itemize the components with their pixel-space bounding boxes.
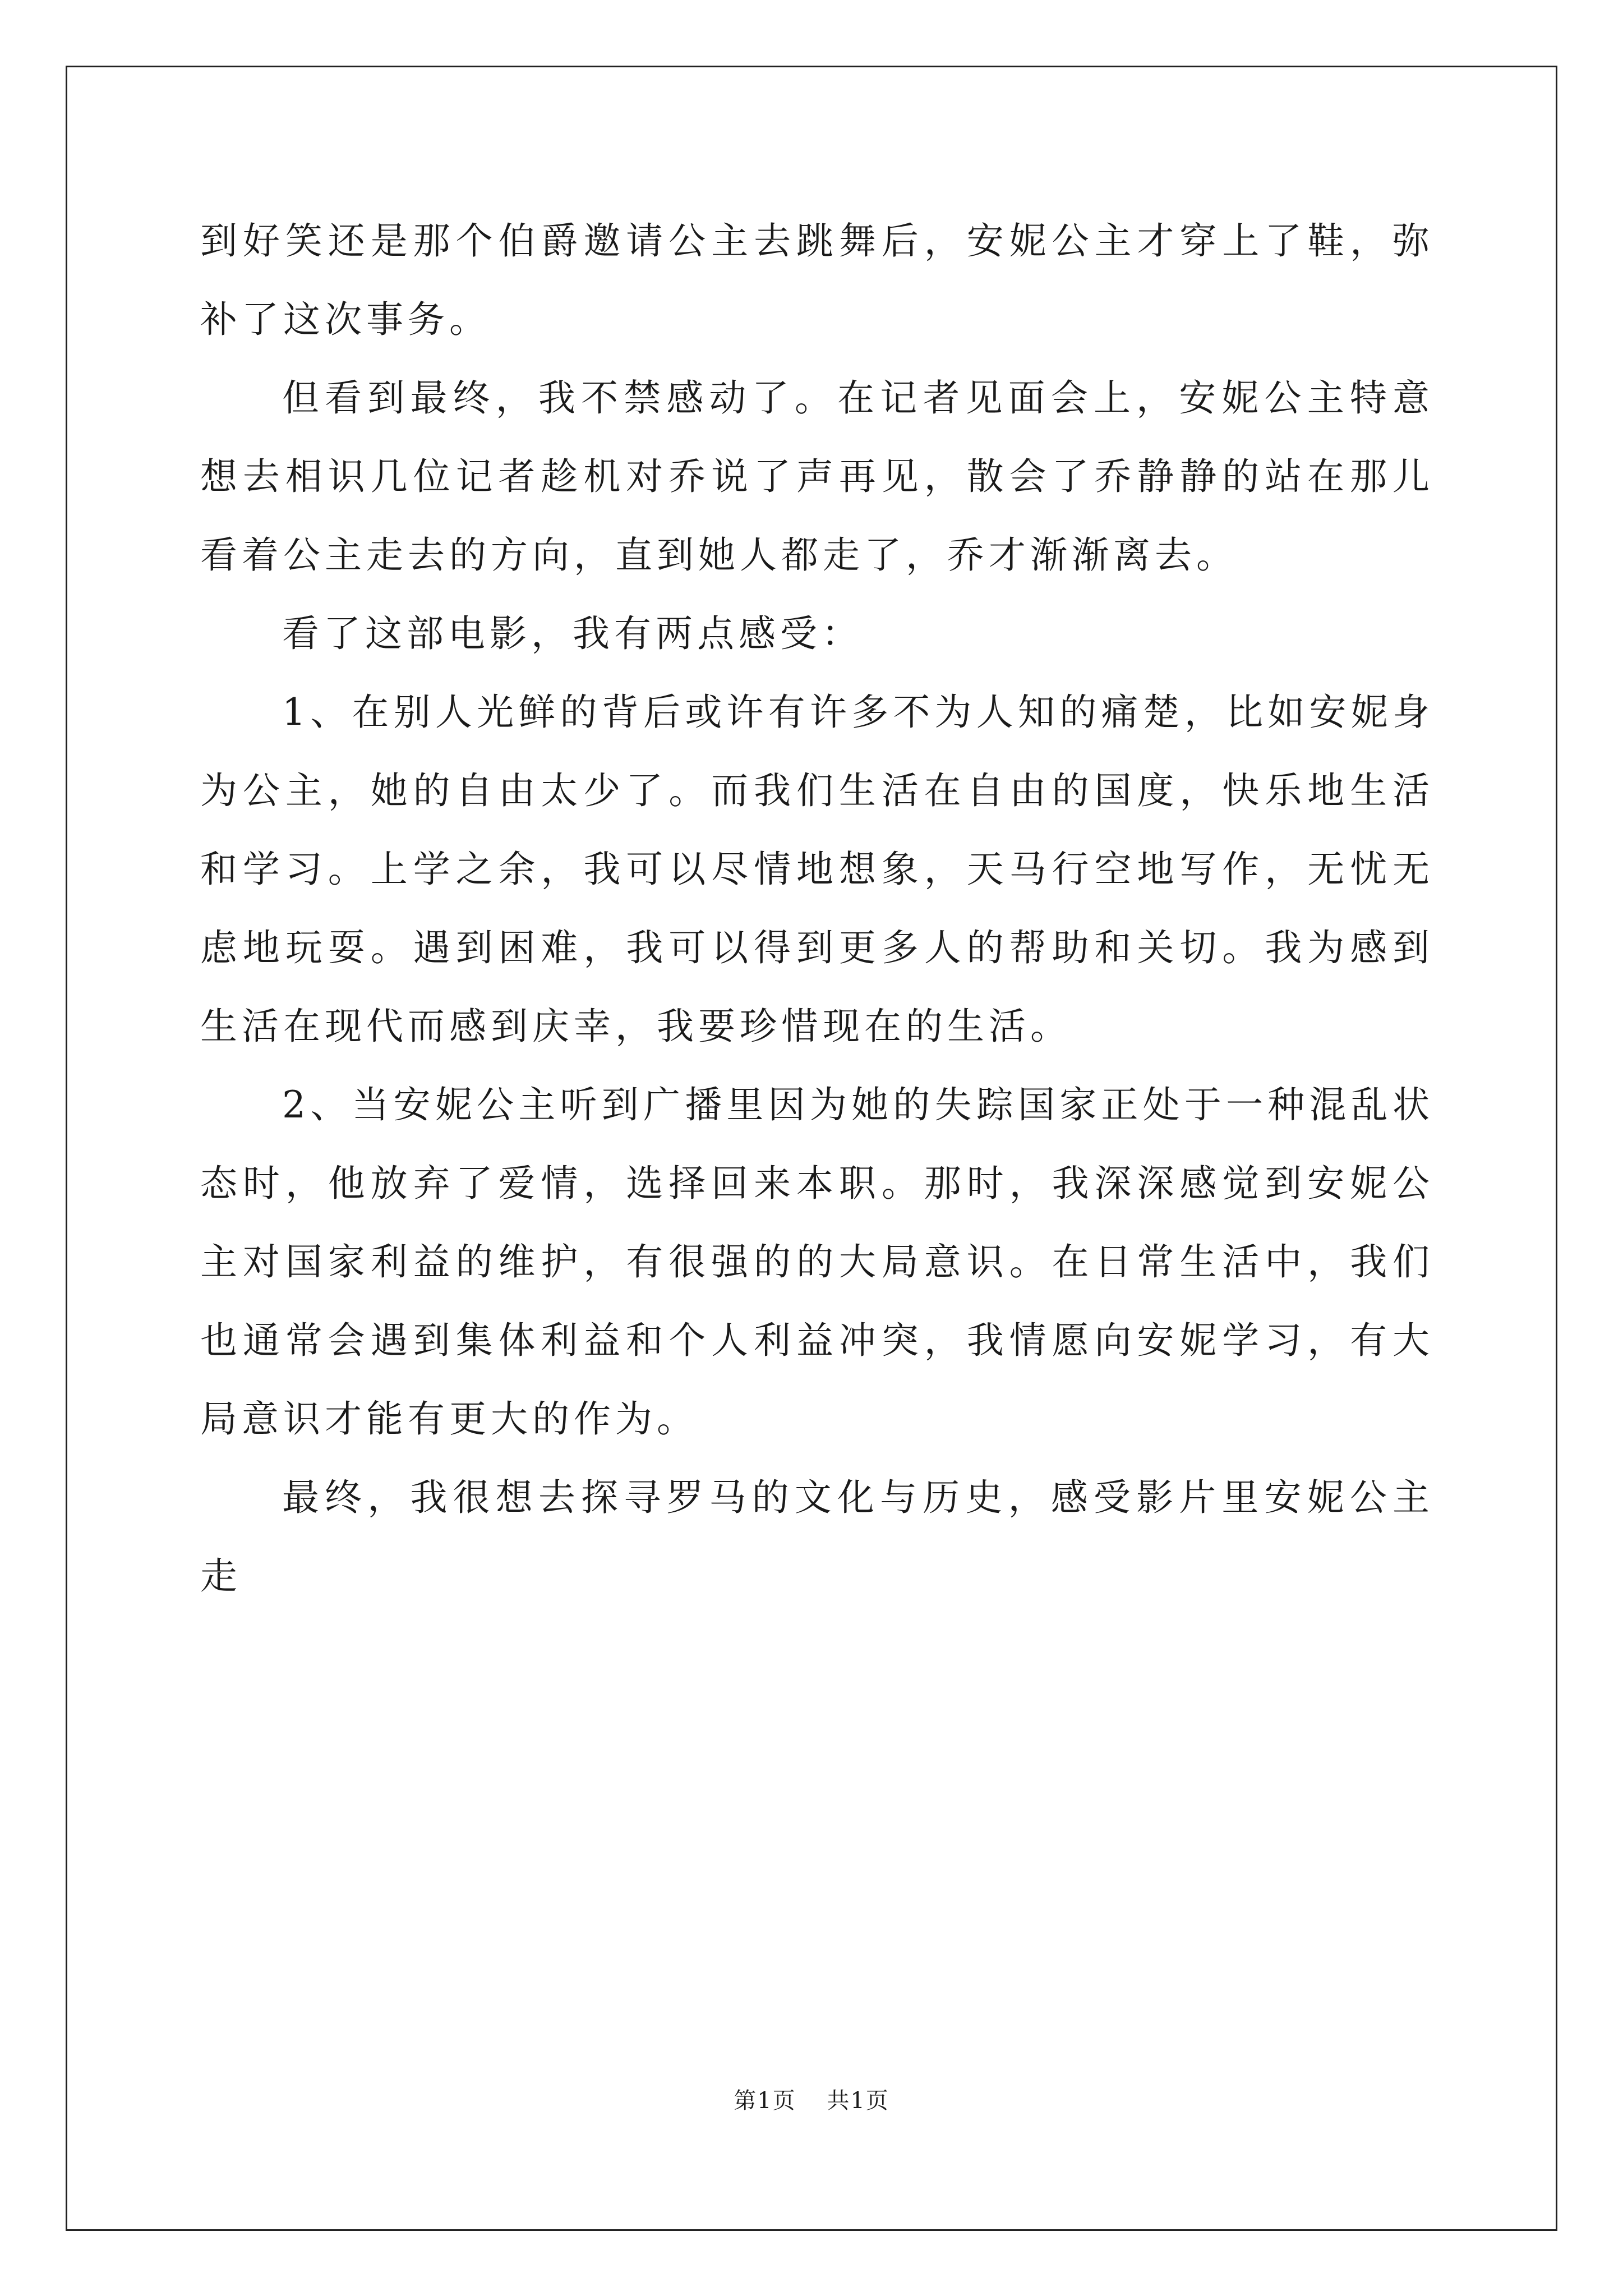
page-footer — [0, 2084, 1623, 2118]
document-body — [200, 202, 1434, 1616]
paragraph-two-impressions-intro: 看了这部电影，我有两点感受： — [282, 612, 863, 655]
paragraph-point-one: 1、在别人光鲜的背后或许有许多不为人知的痛楚，比如安妮身为公主，她的自由太少了。而我们生活在自由的国度，快乐地生活和学习。上学之余，我可以尽情地想象，天马行空地写作，无忧无虑地玩耍。遇到困难，我可以得到更多人的帮助和关切。我为感到生活在现代而感到庆幸，我要珍惜现在的生活。 — [200, 691, 1434, 1048]
paragraph-closing: 最终，我很想去探寻罗马的文化与历史，感受影片里安妮公主走 — [200, 1476, 1434, 1598]
total-pages: 共1页 — [827, 2088, 889, 2114]
page-number: 第1页 — [734, 2088, 796, 2114]
paragraph-press-conference: 但看到最终，我不禁感动了。在记者见面会上，安妮公主特意想去相识几位记者趁机对乔说了声再见，散会了乔静静的站在那儿看着公主走去的方向，直到她人都走了，乔才渐渐离去。 — [200, 376, 1434, 577]
paragraph-continuation: 到好笑还是那个伯爵邀请公主去跳舞后，安妮公主才穿上了鞋，弥补了这次事务。 — [200, 219, 1434, 341]
paragraph-point-two: 2、当安妮公主听到广播里因为她的失踪国家正处于一种混乱状态时，他放弃了爱情，选择回来本职。那时，我深深感觉到安妮公主对国家利益的维护，有很强的的大局意识。在日常生活中，我们也通常会遇到集体利益和个人利益冲突，我情愿向安妮学习，有大局意识才能有更大的作为。 — [200, 1083, 1434, 1441]
